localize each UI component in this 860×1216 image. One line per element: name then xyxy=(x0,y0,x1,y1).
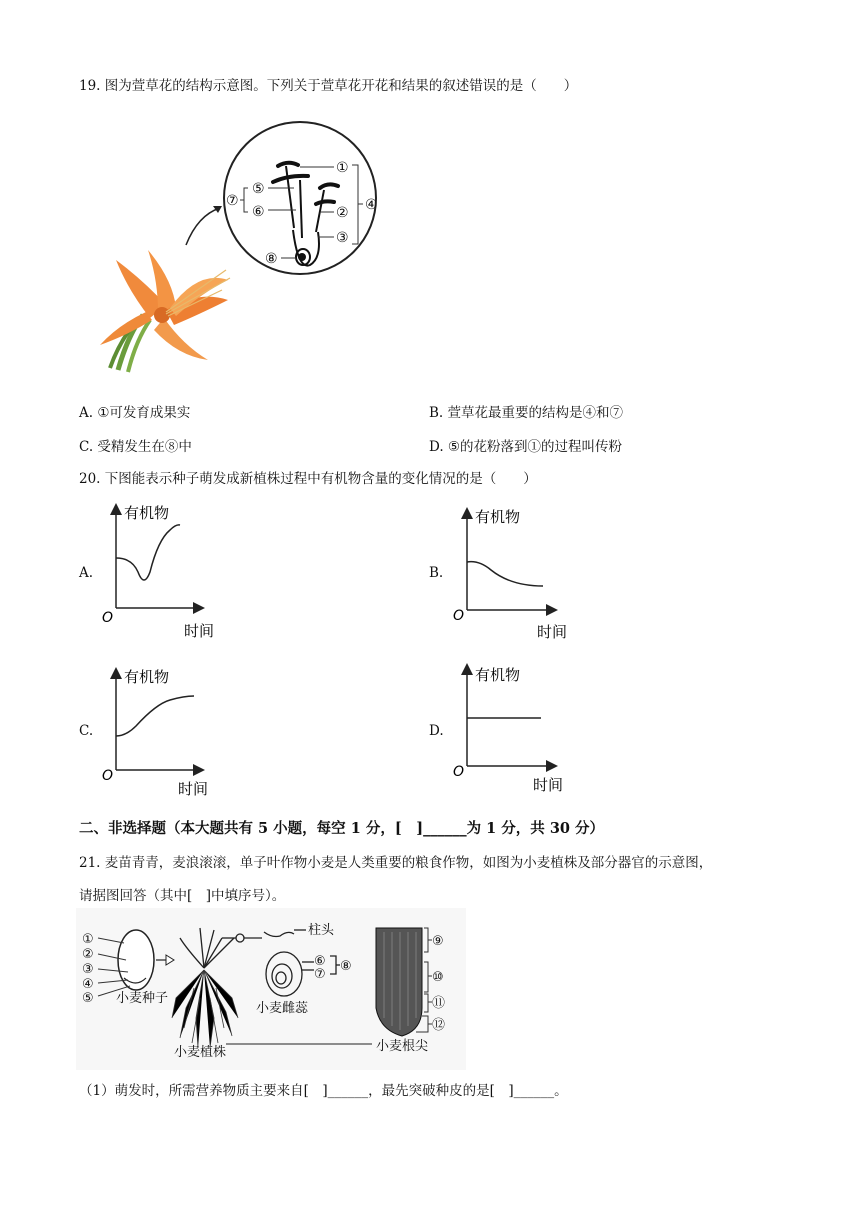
pistil-label: 小麦雌蕊 xyxy=(256,1001,309,1016)
q21-sub1: （1）萌发时，所需营养物质主要来自[ ]______，最先突破种皮的是[ ]______。 xyxy=(79,1083,568,1099)
root-num-10: ⑩ xyxy=(432,970,444,985)
label-5: ⑤ xyxy=(252,181,265,197)
seed-num-5: ⑤ xyxy=(82,991,94,1006)
q20-option-c-letter[interactable]: C. xyxy=(79,723,94,739)
q20-chart-c-curve xyxy=(116,696,194,736)
label-7: ⑦ xyxy=(226,193,239,209)
label-1: ① xyxy=(336,160,349,176)
seed-num-2: ② xyxy=(82,947,94,962)
q20-chart-b[interactable] xyxy=(451,506,581,651)
q20-chart-c-origin: O xyxy=(102,768,114,784)
seed-num-1: ① xyxy=(82,932,94,947)
q21-line1: 21. 麦苗青青，麦浪滚滚，单子叶作物小麦是人类重要的粮食作物，如图为小麦植株及部分器官的示意图， xyxy=(79,855,713,871)
q20-chart-b-xlabel: 时间 xyxy=(537,623,568,641)
daylily-flower-picture xyxy=(100,250,230,372)
section2-heading: 二、非选择题（本大题共有 5 小题，每空 1 分，[ ]______为 1 分，共 30 分） xyxy=(79,820,605,837)
q20-chart-a-xlabel: 时间 xyxy=(184,622,215,640)
q20-chart-d-origin: O xyxy=(453,764,465,780)
q20-option-a-letter[interactable]: A. xyxy=(79,565,94,581)
root-num-12: ⑫ xyxy=(432,1018,446,1033)
pistil-num-8: ⑧ xyxy=(340,959,352,974)
q20-option-d-letter[interactable]: D. xyxy=(429,723,444,739)
q20-chart-b-ylabel: 有机物 xyxy=(475,508,521,526)
pistil-num-6: ⑥ xyxy=(314,954,326,969)
pistil-num-7: ⑦ xyxy=(314,967,326,982)
flower-structure-diagram xyxy=(88,120,408,380)
q20-chart-c[interactable] xyxy=(100,664,230,809)
seed-num-3: ③ xyxy=(82,962,94,977)
seed-label: 小麦种子 xyxy=(116,991,169,1006)
stigma-label: 柱头 xyxy=(308,923,335,938)
label-3: ③ xyxy=(336,230,349,246)
q19-option-b[interactable]: B. 萱草花最重要的结构是④和⑦ xyxy=(429,405,624,421)
q20-chart-d-xlabel: 时间 xyxy=(533,776,564,794)
q20-chart-d[interactable] xyxy=(451,662,581,802)
q20-chart-c-ylabel: 有机物 xyxy=(124,668,170,686)
label-6: ⑥ xyxy=(252,204,265,220)
q19-option-a[interactable]: A. ①可发育成果实 xyxy=(79,405,191,421)
q19-option-d[interactable]: D. ⑤的花粉落到①的过程叫传粉 xyxy=(429,439,623,455)
q20-chart-a-origin: O xyxy=(102,610,114,626)
q20-chart-a-curve xyxy=(116,525,180,580)
q20-chart-b-origin: O xyxy=(453,608,465,624)
label-4: ④ xyxy=(365,197,378,213)
root-num-9: ⑨ xyxy=(432,934,444,949)
q20-chart-a-ylabel: 有机物 xyxy=(124,504,170,522)
q20-chart-d-ylabel: 有机物 xyxy=(475,666,521,684)
q19-option-c[interactable]: C. 受精发生在⑧中 xyxy=(79,439,192,455)
root-num-11: ⑪ xyxy=(432,996,446,1011)
q20-chart-a[interactable] xyxy=(100,500,230,645)
wheat-figure xyxy=(76,908,466,1070)
q20-stem: 20. 下图能表示种子萌发成新植株过程中有机物含量的变化情况的是（ ） xyxy=(79,471,537,487)
q19-stem: 19. 图为萱草花的结构示意图。下列关于萱草花开花和结果的叙述错误的是（ ） xyxy=(79,78,578,94)
plant-label: 小麦植株 xyxy=(174,1045,227,1060)
label-2: ② xyxy=(336,205,349,221)
root-tip-label: 小麦根尖 xyxy=(376,1039,429,1054)
seed-num-4: ④ xyxy=(82,977,94,992)
q20-option-b-letter[interactable]: B. xyxy=(429,565,444,581)
q21-line2: 请据图回答（其中[ ]中填序号）。 xyxy=(79,888,286,904)
q20-chart-c-xlabel: 时间 xyxy=(178,780,209,798)
label-8: ⑧ xyxy=(265,251,278,267)
q20-chart-b-curve xyxy=(467,562,543,586)
